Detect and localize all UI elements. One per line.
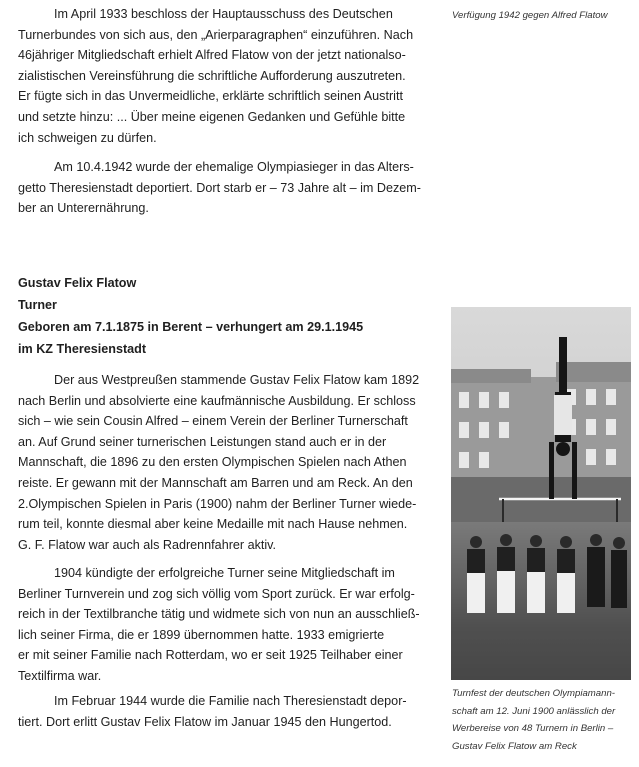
heading-profession: Turner [18, 298, 57, 312]
caption-verfuegung: Verfügung 1942 gegen Alfred Flatow [452, 10, 608, 21]
text-line: und setzte hinzu: ... Über meine eigenen Gedanken und Gefühle bitte [18, 109, 406, 124]
caption-photo: Turnfest der deutschen Olympiamann- schaft am 12. Juni 1900 anlässlich der Werbereise von 48 Turnern in Berlin – Gustav Felix Flatow am Reck [452, 688, 616, 752]
text-line: Im April 1933 beschloss der Hauptausschuss des Deutschen [54, 7, 393, 21]
paragraph-gustav-biography [18, 370, 432, 555]
paragraph-gustav-career [18, 563, 432, 687]
paragraph-alfred-deportation [18, 157, 432, 219]
photo-illustration [451, 307, 631, 680]
section-heading-gustav [18, 272, 432, 360]
text-line: Berliner Turnverein und zog sich völlig vom Sport zurück. Er war erfolg- [18, 586, 415, 601]
text-line: sich – wie sein Cousin Alfred – einem Verein der Berliner Turnerschaft [18, 414, 408, 429]
text-line: Der aus Westpreußen stammende Gustav Felix Flatow kam 1892 [54, 373, 420, 387]
text-line: lich seiner Firma, die er 1899 übernommen hatte. 1933 emigrierte [18, 627, 385, 642]
text-line: getto Theresienstadt deportiert. Dort starb er – 73 Jahre alt – im Dezem- [18, 180, 421, 195]
text-line: 1904 kündigte der erfolgreiche Turner seine Mitgliedschaft im [54, 566, 395, 580]
text-line: 46jähriger Mitgliedschaft erhielt Alfred Flatow von der jetzt nationalso- [18, 48, 406, 63]
text-line: Er fügte sich in das Unvermeidliche, erklärte schriftlich seinen Austritt [18, 89, 403, 104]
text-line: G. F. Flatow war auch als Radrennfahrer aktiv. [18, 537, 277, 552]
text-line: Am 10.4.1942 wurde der ehemalige Olympiasieger in das Alters- [54, 160, 414, 174]
text-line: Textilfirma war. [18, 668, 102, 683]
text-line: 2.Olympischen Spielen in Paris (1900) nahm der Berliner Turner wiede- [18, 496, 417, 511]
historical-photo-gymnasts [451, 307, 631, 680]
text-line: zialistischen Vereinsführung die schriftliche Aufforderung auszutreten. [18, 68, 406, 83]
text-line: an. Auf Grund seiner turnerischen Leistungen stand auch er in der [18, 434, 387, 449]
heading-name: Gustav Felix Flatow [18, 276, 137, 290]
text-line: ich schweigen zu dürfen. [18, 130, 157, 145]
text-line: tiert. Dort erlitt Gustav Felix Flatow im Januar 1945 den Hungertod. [18, 714, 392, 729]
paragraph-gustav-death [18, 691, 432, 732]
text-line: reich in der Textilbranche tätig und widmete sich von nun an ausschließ- [18, 607, 420, 622]
text-line: nach Berlin und absolvierte eine kaufmännische Ausbildung. Er schloss [18, 393, 416, 408]
text-line: rum teil, konnte diesmal aber keine Medaille mit nach Hause nehmen. [18, 517, 408, 532]
text-line: ber an Unterernährung. [18, 201, 149, 216]
paragraph-alfred-exclusion [18, 4, 432, 148]
text-line: reiste. Er gewann mit der Mannschaft am Barren und am Reck. An den [18, 475, 413, 490]
text-line: er mit seiner Familie nach Rotterdam, wo er seit 1925 Teilhaber einer [18, 648, 403, 663]
text-line: Turnerbundes von sich aus, den „Arierparagraphen“ einzuführen. Nach [18, 27, 414, 42]
text-line: Im Februar 1944 wurde die Familie nach Theresienstadt depor- [54, 694, 407, 708]
heading-dates: Geboren am 7.1.1875 in Berent – verhungert am 29.1.1945 [18, 320, 364, 334]
text-line: Mannschaft, die 1896 zu den ersten Olympischen Spielen nach Athen [18, 455, 407, 470]
heading-place: im KZ Theresienstadt [18, 342, 147, 356]
